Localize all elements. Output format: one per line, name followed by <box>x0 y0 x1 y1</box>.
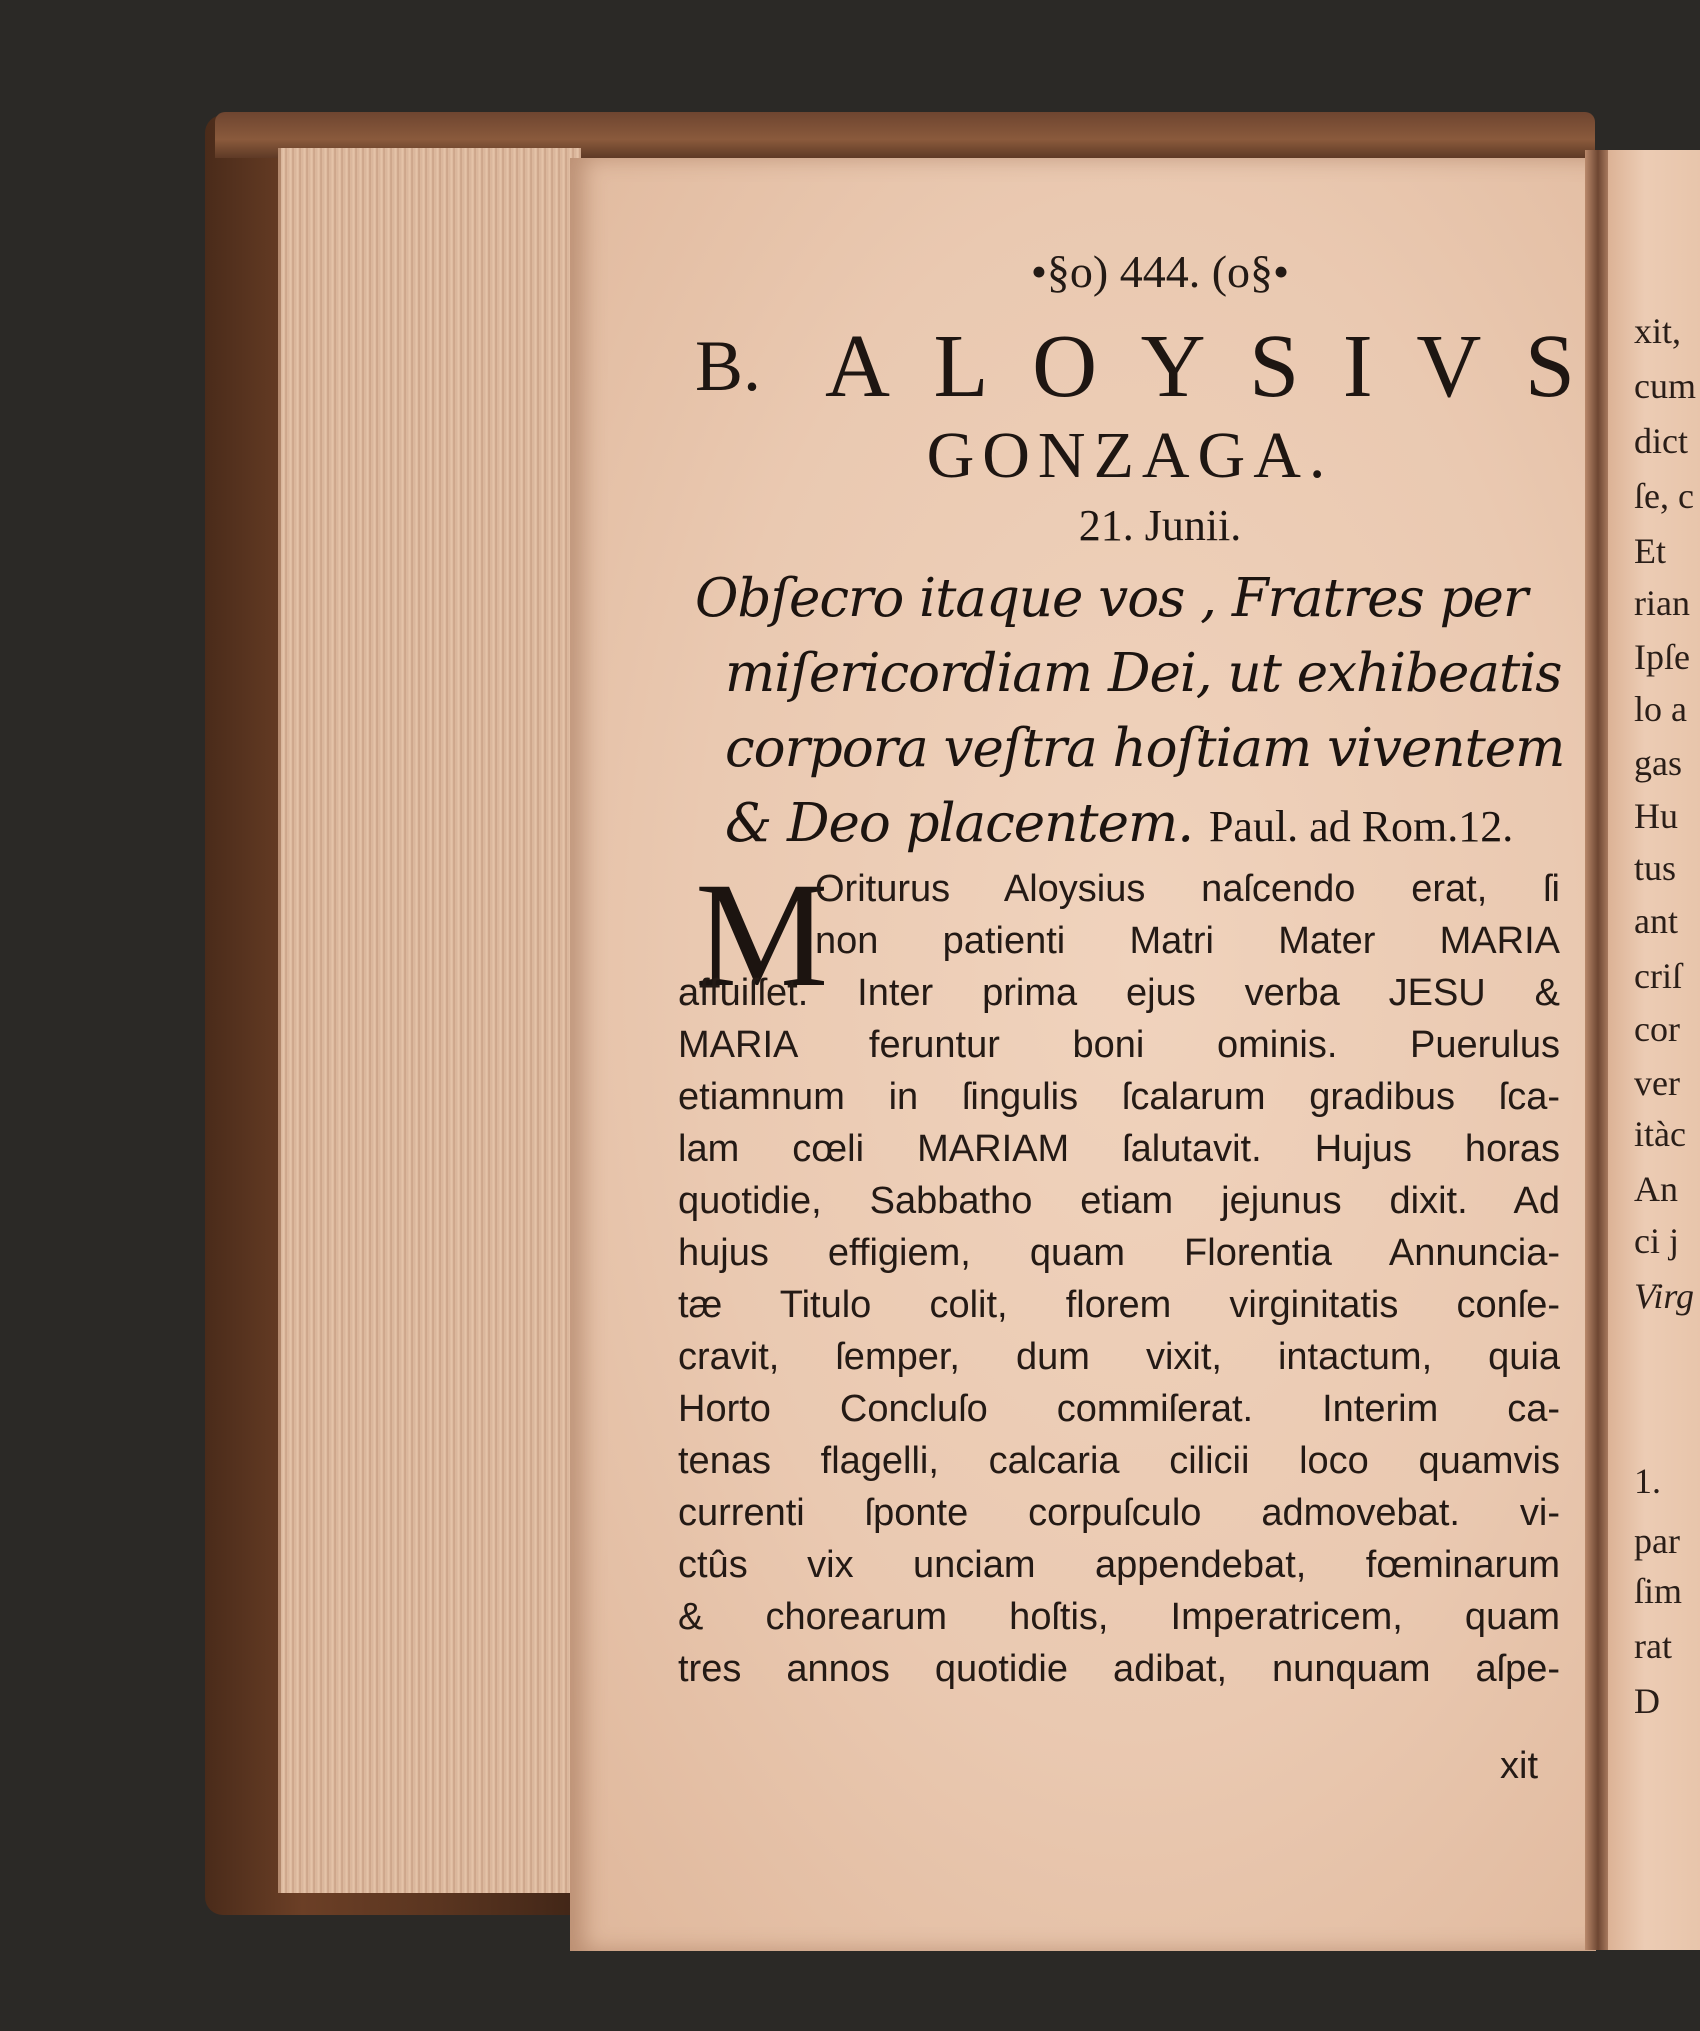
facing-page-fragment: rat <box>1634 1626 1672 1666</box>
title-letter: Y <box>1140 317 1206 416</box>
verse-line <box>725 793 1513 854</box>
body-line: tenas flagelli, calcaria cilicii loco quamvis <box>678 1440 1560 1482</box>
facing-page-fragment: Ipſe <box>1634 637 1690 677</box>
verse-citation: Paul. ad Rom.12. <box>1208 802 1514 851</box>
title-letter: I <box>1342 317 1373 416</box>
body-line: etiamnum in ſingulis ſcalarum gradibus ſca- <box>678 1076 1560 1118</box>
facing-page-fragment: D <box>1634 1681 1660 1721</box>
body-line: hujus effigiem, quam Florentia Annuncia- <box>678 1232 1560 1274</box>
facing-page-fragment: Virg <box>1634 1276 1694 1316</box>
drop-cap: M <box>695 852 829 1018</box>
verse-line: corpora veſtra hoſtiam viventem <box>725 718 1565 779</box>
facing-page-fragment: ant <box>1634 901 1678 941</box>
body-line: non patienti Matri Mater MARIA <box>815 920 1560 962</box>
verse-line: miſericordiam Dei, ut exhibeatis <box>725 643 1562 704</box>
facing-page-fragment: ci j <box>1634 1221 1679 1261</box>
page-edges <box>278 148 581 1893</box>
body-line: cravit, ſemper, dum vixit, intactum, quia <box>678 1336 1560 1378</box>
title-line-1 <box>695 315 1575 416</box>
page-header: •§o) 444. (o§• <box>1030 246 1290 297</box>
facing-page-fragment: An <box>1634 1169 1678 1209</box>
title-letter: L <box>933 317 989 416</box>
title-line-2: GONZAGA. <box>926 419 1334 492</box>
facing-page-fragment: rian <box>1634 583 1690 623</box>
facing-page-fragment: dict <box>1634 421 1688 461</box>
catchword: xit <box>1500 1745 1538 1787</box>
body-line: MARIA feruntur boni ominis. Puerulus <box>678 1024 1560 1066</box>
facing-page-fragment: itàc <box>1634 1114 1686 1154</box>
body-line: currenti ſponte corpuſculo admovebat. vi- <box>678 1492 1560 1534</box>
facing-page-fragment: Et <box>1634 531 1666 571</box>
body-line: affuiſſet. Inter prima ejus verba JESU & <box>678 972 1560 1014</box>
body-line: lam cœli MARIAM ſalutavit. Hujus horas <box>678 1128 1560 1170</box>
facing-page-fragment: xit, <box>1634 311 1682 351</box>
title-letter: S <box>1249 317 1300 416</box>
title-prefix: B. <box>695 326 762 406</box>
title-letter: S <box>1524 317 1575 416</box>
facing-page-fragment: 1. <box>1634 1461 1661 1501</box>
facing-page-fragment: par <box>1634 1521 1680 1561</box>
facing-page-fragment: Hu <box>1634 796 1678 836</box>
title-letter: A <box>825 317 890 416</box>
body-line: tæ Titulo colit, florem virginitatis conſe- <box>678 1284 1560 1326</box>
feast-date: 21. Junii. <box>1078 501 1242 550</box>
body-line: ctûs vix unciam appendebat, fœminarum <box>678 1544 1560 1586</box>
body-line: Oriturus Aloysius naſcendo erat, ſi <box>815 868 1560 910</box>
facing-page-fragment: ver <box>1634 1063 1680 1103</box>
facing-page-fragment: criſ <box>1634 956 1682 996</box>
facing-page-fragment: tus <box>1634 848 1677 888</box>
body-line: tres annos quotidie adibat, nunquam aſpe- <box>678 1648 1560 1690</box>
facing-page-fragment: cor <box>1634 1009 1680 1049</box>
facing-page-fragment: ſe, c <box>1634 476 1694 516</box>
facing-page-fragment: ſim <box>1634 1571 1683 1611</box>
facing-page-fragment: cum <box>1634 366 1696 406</box>
verse-line: Obſecro itaque vos , Fratres per <box>695 568 1528 629</box>
facing-page-fragment: gas <box>1634 743 1682 783</box>
body-line: Horto Concluſo commiſerat. Interim ca- <box>678 1388 1560 1430</box>
title-letter: O <box>1032 317 1098 416</box>
title-letter: V <box>1416 317 1482 416</box>
body-line: & chorearum hoſtis, Imperatricem, quam <box>678 1596 1560 1638</box>
facing-page-fragment: lo a <box>1634 689 1687 729</box>
title-name <box>825 315 1575 418</box>
verse-text: & Deo placentem. <box>725 793 1194 854</box>
facing-page <box>1608 150 1700 1950</box>
body-line: quotidie, Sabbatho etiam jejunus dixit. Ad <box>678 1180 1560 1222</box>
